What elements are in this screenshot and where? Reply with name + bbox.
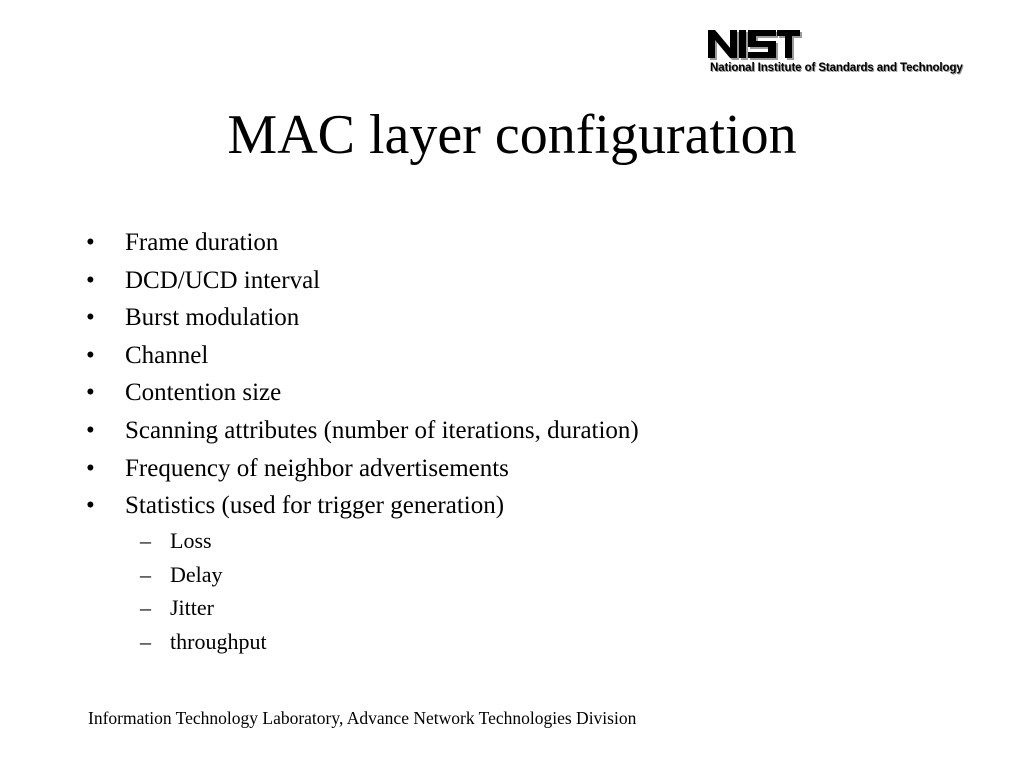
sub-bullet-text: throughput (170, 629, 267, 655)
slide-footer: Information Technology Laboratory, Advance Network Technologies Division (88, 708, 637, 728)
sub-bullet-marker: – (140, 629, 151, 655)
bullet-text: Contention size (125, 379, 282, 407)
bullet-marker: • (86, 266, 95, 294)
sub-bullet-text: Jitter (170, 595, 214, 621)
bullet-text: Burst modulation (125, 304, 300, 332)
bullet-marker: • (86, 416, 95, 444)
sub-bullet-marker: – (140, 528, 151, 553)
bullet-text: Frequency of neighbor advertisements (125, 454, 509, 482)
bullet-marker: • (86, 304, 95, 332)
nist-logo-mark (706, 26, 802, 62)
sub-bullet-marker: – (140, 561, 151, 587)
bullet-marker: • (86, 341, 95, 369)
bullet-text: Scanning attributes (number of iterations, duration) (125, 416, 639, 444)
nist-logo (706, 26, 998, 82)
sub-bullet-text: Delay (170, 561, 223, 587)
bullet-marker: • (86, 379, 95, 407)
bullet-text: DCD/UCD interval (125, 266, 321, 294)
bullet-marker: • (86, 492, 95, 520)
nist-logo-caption: National Institute of Standards and Technology (710, 62, 963, 74)
bullet-text: Channel (125, 341, 209, 369)
slide-title: MAC layer configuration (227, 104, 797, 166)
bullet-marker: • (86, 229, 95, 256)
bullet-text: Frame duration (125, 229, 279, 256)
bullet-text: Statistics (used for trigger generation) (125, 492, 505, 520)
sub-bullet-marker: – (140, 595, 151, 621)
sub-bullet-text: Loss (170, 528, 212, 553)
bullet-marker: • (86, 454, 95, 482)
